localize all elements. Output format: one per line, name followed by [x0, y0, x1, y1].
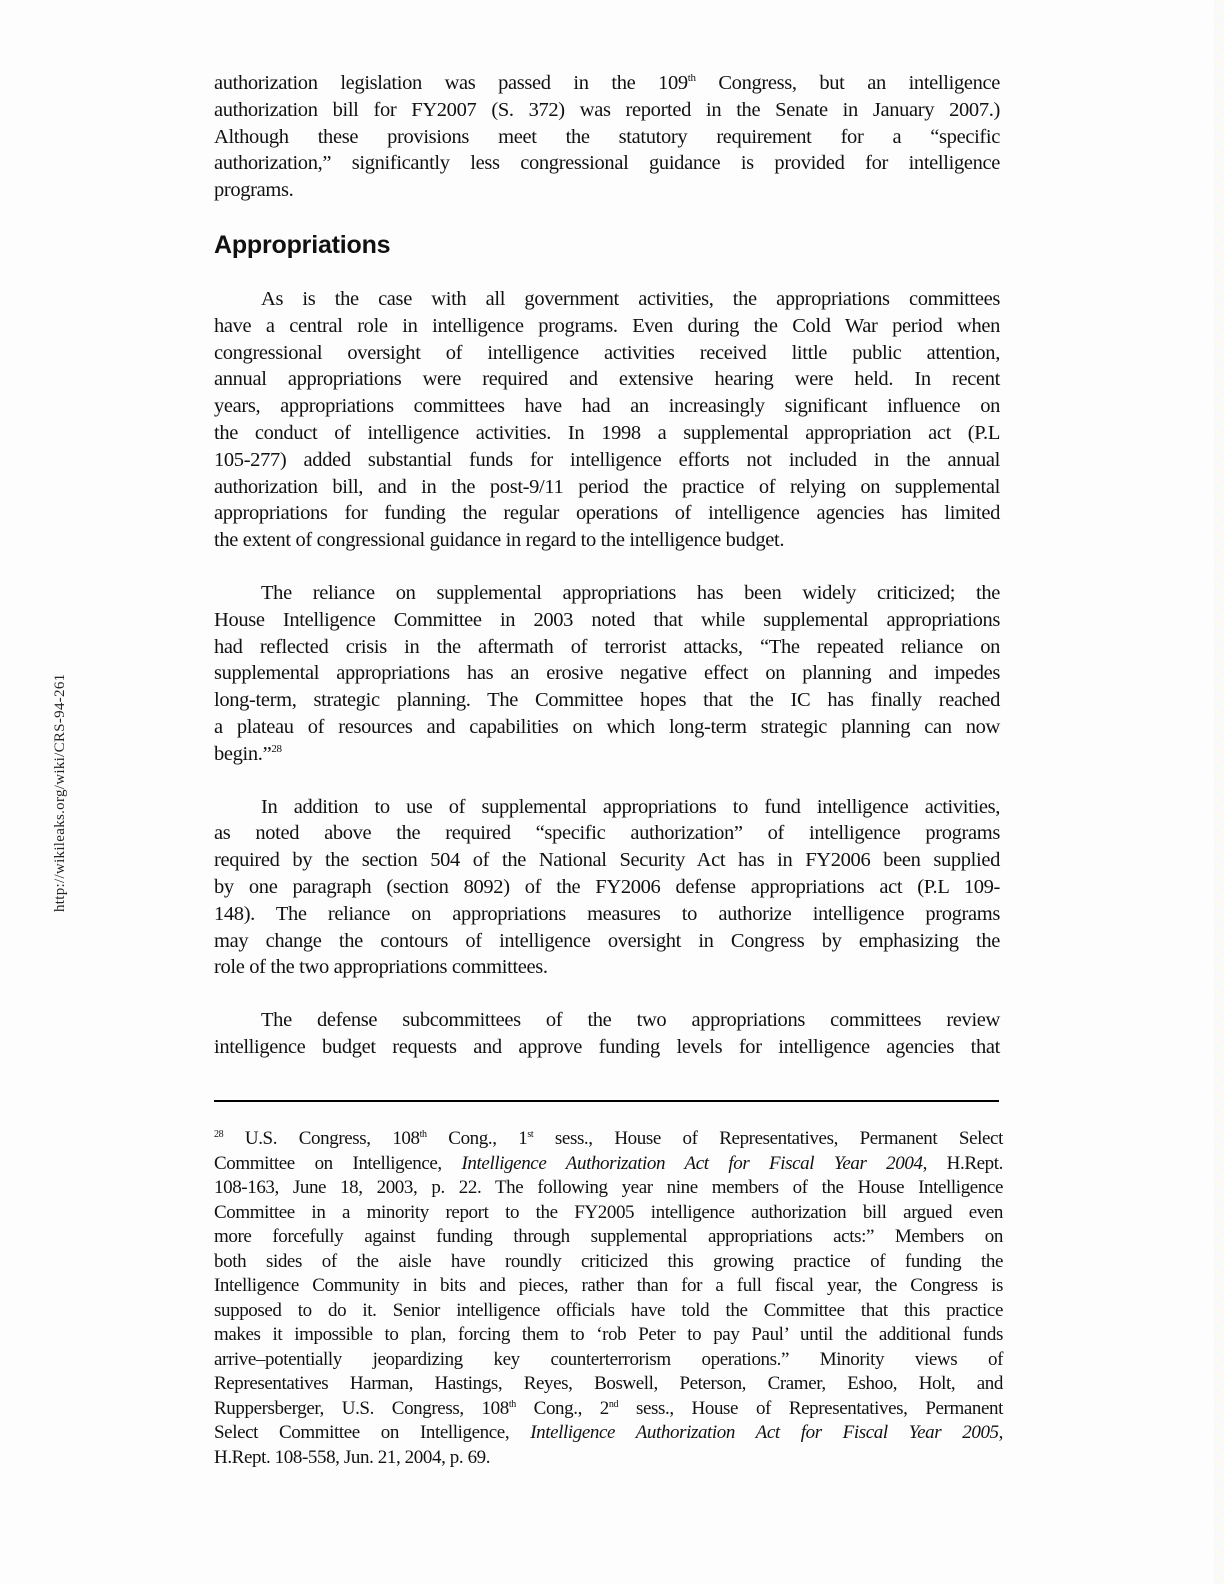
footnote-line: makes it impossible to plan, forcing them to ‘rob Peter to pay Paul’ until the additional funds — [214, 1324, 1003, 1345]
text-line: a plateau of resources and capabilities on which long-term strategic planning can now — [214, 715, 1000, 738]
paragraph-3 — [214, 794, 1000, 982]
text-line: appropriations for funding the regular operations of intelligence agencies has limited — [214, 502, 1000, 525]
text-line: Although these provisions meet the statutory requirement for a “specific — [214, 125, 1000, 148]
text-line: have a central role in intelligence programs. Even during the Cold War period when — [214, 314, 1000, 337]
footnote-line: supposed to do it. Senior intelligence officials have told the Committee that this practice — [214, 1299, 1003, 1321]
page-edge-artifact — [1214, 0, 1224, 1584]
footnote-line: arrive–potentially jeopardizing key counterterrorism operations.” Minority views of — [214, 1348, 1003, 1370]
text-line: role of the two appropriations committees. — [214, 956, 548, 979]
footnote-line: Representatives Harman, Hastings, Reyes, Boswell, Peterson, Cramer, Eshoo, Holt, and — [214, 1373, 1003, 1394]
text-line: supplemental appropriations has an erosive negative effect on planning and impedes — [214, 662, 1000, 685]
text-line: had reflected crisis in the aftermath of terrorist attacks, “The repeated reliance on — [214, 635, 1000, 658]
text-line: House Intelligence Committee in 2003 noted that while supplemental appropriations — [214, 608, 1000, 631]
text-line: The reliance on supplemental appropriations has been widely criticized; the — [261, 581, 1000, 604]
cited-title: Intelligence Authorization Act for Fiscal Year 2005 — [530, 1422, 999, 1443]
footnote-line: more forcefully against funding through supplemental appropriations acts:” Members on — [214, 1226, 1003, 1247]
footnote-28 — [214, 1127, 1003, 1470]
footnote-line: Committee on Intelligence, Intelligence Authorization Act for Fiscal Year 2004, H.Rept. — [214, 1152, 1003, 1174]
footnote-line: Committee in a minority report to the FY2005 intelligence authorization bill argued even — [214, 1201, 1003, 1223]
text-line: authorization legislation was passed in the 109th Congress, but an intelligence — [214, 72, 1000, 94]
footnote-line: Select Committee on Intelligence, Intelligence Authorization Act for Fiscal Year 2005, — [214, 1422, 1003, 1443]
footnote-line: Intelligence Community in bits and pieces, rather than for a full fiscal year, the Congress is — [214, 1275, 1003, 1296]
cited-title: Intelligence Authorization Act for Fiscal Year 2004 — [461, 1152, 923, 1174]
text-line: begin.”$^{28}$ — [214, 742, 282, 765]
source-url-watermark: http://wikileaks.org/wiki/CRS-94-261 — [52, 673, 68, 912]
text-line: authorization bill, and in the post-9/11 period the practice of relying on supplemental — [214, 475, 1000, 498]
text-line: In addition to use of supplemental appropriations to fund intelligence activities, — [261, 795, 1000, 818]
text-line: As is the case with all government activities, the appropriations committees — [261, 287, 1000, 310]
text-line: annual appropriations were required and extensive hearing were held. In recent — [214, 368, 1000, 391]
footnote-reference[interactable]: 28 — [271, 742, 282, 755]
text-line: long-term, strategic planning. The Committee hopes that the IC has finally reached — [214, 689, 1000, 712]
section-heading: Appropriations — [214, 230, 391, 259]
text-line: as noted above the required “specific authorization” of intelligence programs — [214, 822, 1000, 845]
intro-paragraph — [214, 70, 1000, 204]
text-line: the conduct of intelligence activities. In 1998 a supplemental appropriation act (P.L — [214, 421, 1000, 444]
text-line: congressional oversight of intelligence activities received little public attention, — [214, 341, 1000, 364]
footnote-line: 108-163, June 18, 2003, p. 22. The following year nine members of the House Intelligence — [214, 1177, 1003, 1198]
paragraph-1 — [214, 286, 1000, 554]
text-line: by one paragraph (section 8092) of the FY2006 defense appropriations act (P.L 109- — [214, 875, 1000, 898]
text-line: years, appropriations committees have had an increasingly significant influence on — [214, 395, 1000, 418]
document-body — [214, 70, 1000, 1087]
text-line: may change the contours of intelligence oversight in Congress by emphasizing the — [214, 929, 1000, 952]
text-line: authorization bill for FY2007 (S. 372) was reported in the Senate in January 2007.) — [214, 98, 1000, 121]
footnote-line: both sides of the aisle have roundly criticized this growing practice of funding the — [214, 1250, 1003, 1272]
text-line: 105-277) added substantial funds for intelligence efforts not included in the annual — [214, 448, 1000, 471]
text-line: authorization,” significantly less congressional guidance is provided for intelligence — [214, 152, 1000, 175]
text-line: The defense subcommittees of the two appropriations committees review — [261, 1009, 1000, 1032]
footnote-separator — [214, 1100, 999, 1102]
footnote-line: H.Rept. 108-558, Jun. 21, 2004, p. 69. — [214, 1446, 491, 1468]
footnote-line: Ruppersberger, U.S. Congress, 108th Cong., 2nd sess., House of Representatives, Permanent — [214, 1397, 1003, 1419]
text-line: 148). The reliance on appropriations measures to authorize intelligence programs — [214, 902, 1000, 925]
text-line: the extent of congressional guidance in regard to the intelligence budget. — [214, 529, 785, 552]
text-line: required by the section 504 of the National Security Act has in FY2006 been supplied — [214, 849, 1000, 872]
text-line: programs. — [214, 179, 294, 202]
text-line: intelligence budget requests and approve funding levels for intelligence agencies that — [214, 1035, 1000, 1058]
footnote-line: $^{28}$ U.S. Congress, 108th Cong., 1st sess., House of Representatives, Permanent Select — [214, 1128, 1003, 1149]
paragraph-4 — [214, 1007, 1000, 1061]
paragraph-2 — [214, 580, 1000, 768]
